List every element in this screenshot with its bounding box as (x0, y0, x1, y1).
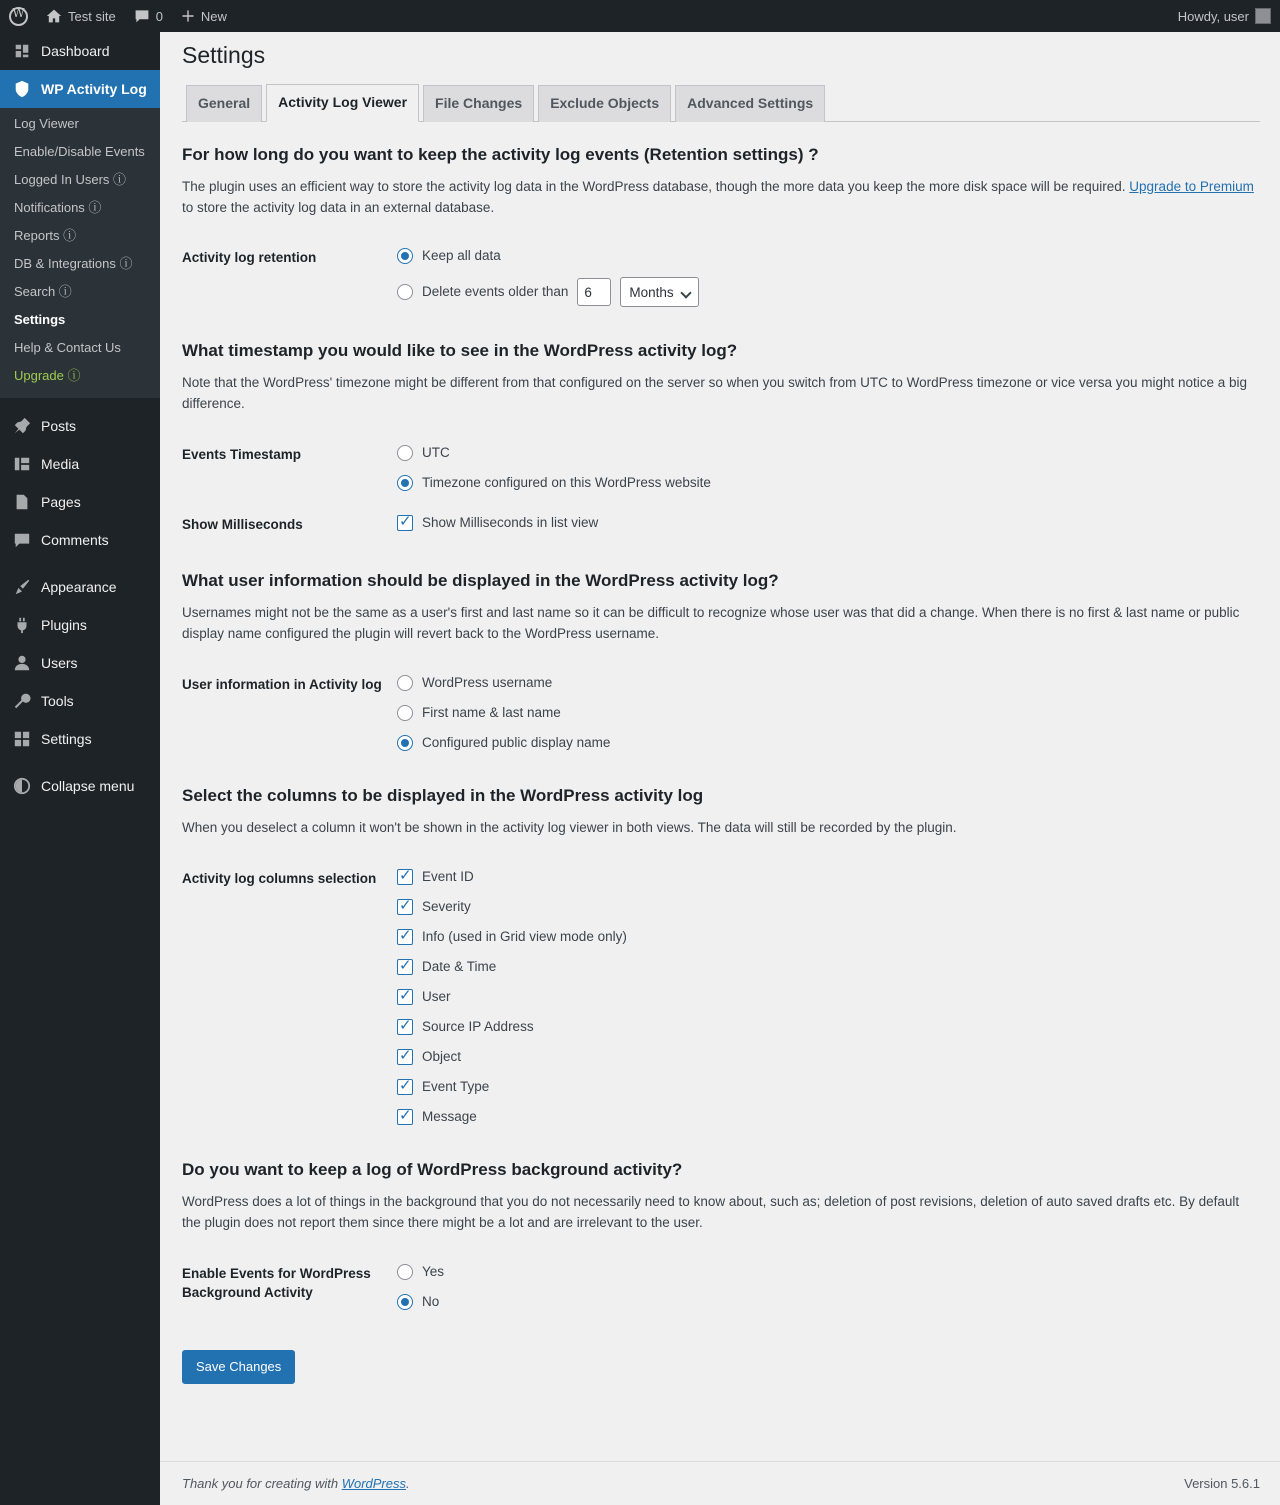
tab-exclude-objects[interactable]: Exclude Objects (538, 85, 671, 122)
sidebar-item-tools[interactable] (0, 682, 160, 720)
plug-icon (12, 615, 32, 635)
sidebar-item-label: Media (41, 456, 80, 472)
background-options-cell (397, 1252, 1260, 1322)
columns-heading: Select the columns to be displayed in the WordPress activity log (182, 786, 704, 806)
plus-icon (181, 9, 195, 23)
dashboard-icon (12, 41, 32, 61)
tab-file-changes[interactable]: File Changes (423, 85, 534, 122)
option-column-message[interactable] (397, 1108, 1250, 1126)
sidebar-subitem-log-viewer[interactable]: Log Viewer (14, 116, 79, 131)
wordpress-logo-menu[interactable] (0, 0, 37, 32)
retention-desc-before: The plugin uses an efficient way to store the activity log data in the WordPress database, though the more data you keep the more disk space will be required. (182, 178, 1130, 194)
table-row (182, 1252, 1260, 1322)
option-wordpress-username[interactable] (397, 674, 1250, 692)
retention-desc-after: to store the activity log data in an external database. (182, 199, 495, 215)
sidebar-subitem-enable-disable-events[interactable]: Enable/Disable Events (14, 144, 145, 159)
object-checkbox[interactable] (397, 1049, 413, 1065)
sidebar-separator (0, 559, 160, 568)
gear-icon (12, 729, 32, 749)
event-id-label: Event ID (422, 868, 474, 884)
sidebar-submenu-wp-activity-log (0, 108, 160, 398)
sidebar-item-users[interactable] (0, 644, 160, 682)
timestamp-description: Note that the WordPress' timezone might be different from that configured on the server so when you switch from UTC to WordPress timezone or vice versa you might notice a big difference. (182, 375, 1248, 412)
background-no-label: No (422, 1293, 440, 1309)
retention-unit-select-wrapper (620, 277, 699, 307)
source-ip-label: Source IP Address (422, 1018, 534, 1034)
tab-activity-log-viewer[interactable]: Activity Log Viewer (266, 84, 419, 122)
settings-tabs (182, 84, 1260, 122)
avatar (1255, 8, 1271, 24)
media-icon (12, 454, 32, 474)
columns-options-cell (397, 857, 1260, 1137)
date-time-checkbox[interactable] (397, 959, 413, 975)
columns-description: When you deselect a column it won't be shown in the activity log viewer in both views. The data will still be recorded by the plugin. (182, 820, 957, 836)
comments-icon (12, 530, 32, 550)
retention-heading: For how long do you want to keep the activity log events (Retention settings) ? (182, 144, 819, 164)
sidebar-item-label: Settings (41, 731, 92, 747)
option-column-severity[interactable] (397, 898, 1250, 916)
userinfo-description: Usernames might not be the same as a user's first and last name so it can be difficult to recognize whose user was that did a change. When there is no first & last name or public display name configured the plugin will revert back to the WordPress username. (182, 605, 1240, 642)
keep-all-data-radio[interactable] (397, 248, 413, 264)
sidebar-item-label: Posts (41, 418, 77, 434)
sidebar-subitem-db-integrations[interactable]: DB & Integrations ⓘ (14, 256, 133, 271)
object-label: Object (422, 1048, 462, 1064)
source-ip-checkbox[interactable] (397, 1019, 413, 1035)
table-row (182, 433, 1260, 503)
delete-older-radio[interactable] (397, 284, 413, 300)
show-milliseconds-checkbox[interactable] (397, 515, 413, 531)
sidebar-item-label: WP Activity Log (41, 81, 147, 97)
tab-advanced-settings[interactable]: Advanced Settings (675, 85, 825, 122)
option-utc[interactable] (397, 444, 1250, 462)
event-id-checkbox[interactable] (397, 869, 413, 885)
sidebar-subitem-logged-in-users[interactable]: Logged In Users ⓘ (14, 172, 127, 187)
userinfo-heading: What user information should be displayed in the WordPress activity log? (182, 571, 779, 591)
tab-general[interactable]: General (186, 85, 262, 122)
footer-thanks-after: . (406, 1476, 410, 1491)
comment-count: 0 (155, 8, 163, 24)
option-background-yes[interactable] (397, 1263, 1250, 1281)
option-column-object[interactable] (397, 1048, 1250, 1066)
sidebar-item-pages[interactable] (0, 483, 160, 521)
footer-version: Version 5.6.1 (1184, 1476, 1260, 1491)
userinfo-form-table (182, 663, 1260, 763)
message-label: Message (422, 1108, 477, 1124)
option-wp-timezone[interactable] (397, 474, 1250, 492)
wordpress-logo-icon (9, 7, 28, 26)
retention-unit-select[interactable] (620, 277, 699, 307)
users-icon (12, 653, 32, 673)
table-row (182, 857, 1260, 1137)
option-public-display-name[interactable] (397, 734, 1250, 752)
sidebar-item-label: Plugins (41, 617, 87, 633)
user-checkbox[interactable] (397, 989, 413, 1005)
retention-value-input[interactable] (577, 278, 611, 306)
retention-form-table (182, 236, 1260, 318)
severity-label: Severity (422, 898, 471, 914)
public-display-name-label: Configured public display name (422, 735, 611, 751)
public-display-name-radio[interactable] (397, 735, 413, 751)
info-checkbox[interactable] (397, 929, 413, 945)
shield-icon (12, 79, 32, 99)
event-type-label: Event Type (422, 1078, 490, 1094)
footer-credit (182, 1476, 410, 1491)
upgrade-to-premium-link[interactable]: Upgrade to Premium (1129, 178, 1254, 194)
option-column-info[interactable] (397, 928, 1250, 946)
sidebar-separator (0, 758, 160, 767)
howdy-label: Howdy, user (1177, 8, 1249, 24)
show-milliseconds-option-label: Show Milliseconds in list view (422, 515, 599, 531)
home-icon (46, 8, 62, 24)
utc-label: UTC (422, 445, 450, 461)
info-label: Info (used in Grid view mode only) (422, 928, 627, 944)
show-milliseconds-row-label: Show Milliseconds (182, 517, 303, 533)
sidebar-item-label: Tools (41, 693, 74, 709)
delete-older-label: Delete events older than (422, 284, 569, 300)
date-time-label: Date & Time (422, 958, 497, 974)
retention-row-label: Activity log retention (182, 250, 317, 266)
admin-bar (0, 0, 1280, 32)
option-column-user[interactable] (397, 988, 1250, 1006)
background-form-table (182, 1252, 1260, 1322)
keep-all-data-label: Keep all data (422, 248, 501, 264)
save-changes-button[interactable]: Save Changes (182, 1350, 295, 1384)
sidebar-item-settings[interactable] (0, 720, 160, 758)
timestamp-heading: What timestamp you would like to see in the WordPress activity log? (182, 341, 738, 361)
event-type-checkbox[interactable] (397, 1079, 413, 1095)
wp-timezone-radio[interactable] (397, 475, 413, 491)
sidebar-subitem-upgrade[interactable]: Upgrade ⓘ (14, 368, 81, 383)
sidebar-subitem-settings[interactable]: Settings (14, 312, 66, 327)
userinfo-options-cell (397, 663, 1260, 763)
option-keep-all-data[interactable] (397, 247, 1250, 265)
sidebar-item-appearance[interactable] (0, 568, 160, 606)
content-area (160, 32, 1280, 1505)
new-content-menu[interactable] (172, 0, 236, 32)
first-last-name-label: First name & last name (422, 705, 561, 721)
comment-icon (134, 8, 150, 24)
background-heading: Do you want to keep a log of WordPress background activity? (182, 1159, 683, 1179)
option-first-last-name[interactable] (397, 704, 1250, 722)
sidebar-item-label: Comments (41, 532, 109, 548)
my-account-menu[interactable] (1169, 0, 1280, 32)
sidebar-item-label: Dashboard (41, 43, 110, 59)
pin-icon (12, 416, 32, 436)
wordpress-username-label: WordPress username (422, 675, 553, 691)
site-name-menu[interactable] (37, 0, 125, 32)
admin-sidebar (0, 32, 160, 1505)
columns-form-table (182, 857, 1260, 1137)
site-name-label: Test site (68, 8, 116, 24)
sidebar-subitem-notifications[interactable]: Notifications ⓘ (14, 200, 102, 215)
timestamp-form-table (182, 433, 1260, 548)
pages-icon (12, 492, 32, 512)
option-show-milliseconds[interactable] (397, 514, 1250, 532)
table-row (182, 663, 1260, 763)
new-label: New (200, 8, 227, 24)
sidebar-subitem-search[interactable]: Search ⓘ (14, 284, 72, 299)
background-yes-radio[interactable] (397, 1264, 413, 1280)
sidebar-separator (0, 398, 160, 407)
sidebar-item-label: Users (41, 655, 78, 671)
option-column-event-type[interactable] (397, 1078, 1250, 1096)
option-background-no[interactable] (397, 1293, 1250, 1311)
wordpress-username-radio[interactable] (397, 675, 413, 691)
retention-options-cell (397, 236, 1260, 318)
footer-thanks-before: Thank you for creating with (182, 1476, 342, 1491)
save-button-wrapper (182, 1350, 1260, 1384)
sidebar-item-plugins[interactable] (0, 606, 160, 644)
page-title: Settings (182, 42, 266, 68)
sidebar-subitem-help-contact-us[interactable]: Help & Contact Us (14, 340, 121, 355)
utc-radio[interactable] (397, 445, 413, 461)
option-column-event-id[interactable] (397, 868, 1250, 886)
wp-timezone-label: Timezone configured on this WordPress website (422, 475, 711, 491)
first-last-name-radio[interactable] (397, 705, 413, 721)
admin-footer (160, 1461, 1280, 1505)
background-no-radio[interactable] (397, 1294, 413, 1310)
retention-description (182, 177, 1260, 219)
table-row (182, 236, 1260, 318)
events-timestamp-options-cell (397, 433, 1260, 503)
sidebar-item-posts[interactable] (0, 407, 160, 445)
collapse-icon (12, 776, 32, 796)
show-milliseconds-cell (397, 503, 1260, 548)
sidebar-item-label: Appearance (41, 579, 117, 595)
sidebar-item-wp-activity-log[interactable] (0, 70, 160, 108)
sidebar-item-label: Pages (41, 494, 81, 510)
sidebar-item-comments[interactable] (0, 521, 160, 559)
user-label: User (422, 988, 451, 1004)
sidebar-subitem-reports[interactable]: Reports ⓘ (14, 228, 77, 243)
comments-bubble[interactable] (125, 0, 172, 32)
sidebar-item-dashboard[interactable] (0, 32, 160, 70)
background-yes-label: Yes (422, 1263, 445, 1279)
userinfo-row-label: User information in Activity log (182, 677, 382, 693)
events-timestamp-row-label: Events Timestamp (182, 447, 302, 463)
tools-icon (12, 691, 32, 711)
columns-row-label: Activity log columns selection (182, 870, 377, 886)
option-column-date-time[interactable] (397, 958, 1250, 976)
sidebar-item-collapse-menu[interactable] (0, 767, 160, 805)
background-row-label: Enable Events for WordPress Background Activity (182, 1265, 371, 1300)
sidebar-item-media[interactable] (0, 445, 160, 483)
sidebar-item-label: Collapse menu (41, 778, 135, 794)
brush-icon (12, 577, 32, 597)
wordpress-link[interactable]: WordPress (341, 1476, 406, 1491)
severity-checkbox[interactable] (397, 899, 413, 915)
option-column-source-ip[interactable] (397, 1018, 1250, 1036)
message-checkbox[interactable] (397, 1109, 413, 1125)
table-row (182, 503, 1260, 548)
background-description: WordPress does a lot of things in the background that you do not necessarily need to know about, such as; deletion of post revisions, deletion of auto saved drafts etc. By default the plugin does not report them since there might be a lot and are irrelevant to the user. (182, 1193, 1240, 1230)
option-delete-older-than[interactable] (397, 277, 1250, 307)
